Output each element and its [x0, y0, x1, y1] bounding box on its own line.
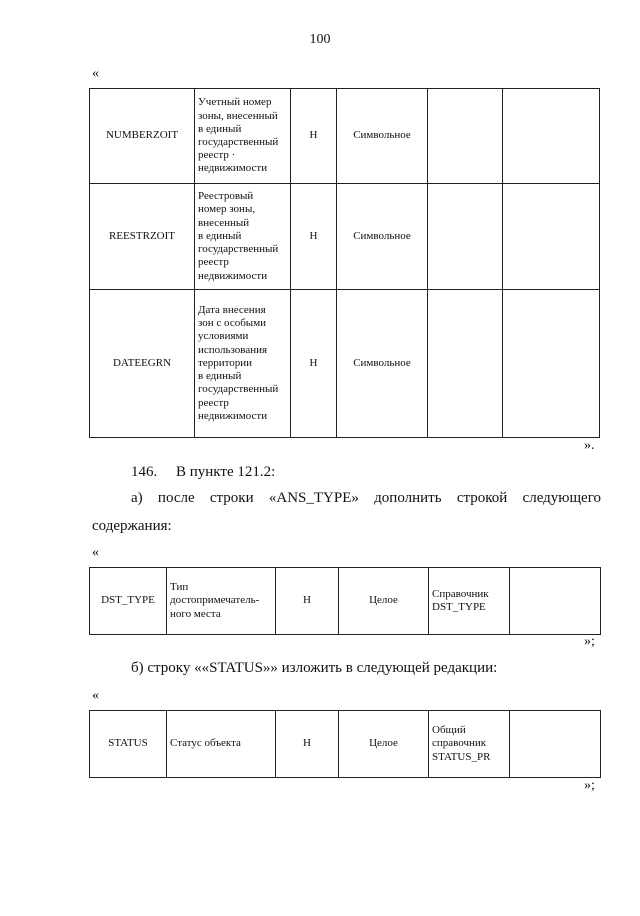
field-reference: Общий справочник STATUS_PR — [429, 711, 510, 778]
opening-quote-2: « — [92, 545, 99, 560]
opening-quote-1: « — [92, 66, 99, 81]
fields-table-1 — [89, 88, 600, 438]
empty-cell — [503, 290, 600, 438]
item-number: 146. — [131, 464, 158, 480]
empty-cell — [510, 711, 601, 778]
field-description: Дата внесения зон с особыми условиями использования территории в единый государственный реестр недвижимости — [195, 290, 291, 438]
field-type: Символьное — [337, 89, 428, 184]
field-reference: Справочник DST_TYPE — [429, 568, 510, 635]
field-description: Тип достопримечатель- ного места — [167, 568, 276, 635]
field-required: Н — [276, 711, 339, 778]
field-description: Реестровый номер зоны, внесенный в единый государственный реестр недвижимости — [195, 184, 291, 290]
opening-quote-3: « — [92, 688, 99, 703]
empty-cell — [428, 89, 503, 184]
field-required: Н — [276, 568, 339, 635]
field-name: DATEEGRN — [90, 290, 195, 438]
table-row — [90, 568, 601, 635]
item-heading: В пункте 121.2: — [176, 464, 276, 480]
field-required: Н — [291, 290, 337, 438]
field-description: Учетный номер зоны, внесенный в единый государственный реестр · недвижимости — [195, 89, 291, 184]
closing-quote-1: ». — [584, 438, 595, 453]
field-type: Символьное — [337, 290, 428, 438]
closing-quote-3: »; — [584, 778, 595, 793]
page-number: 100 — [309, 32, 331, 47]
field-description: Статус объекта — [167, 711, 276, 778]
paragraph-b: б) строку ««STATUS»» изложить в следующей редакции: — [131, 660, 498, 676]
table-row — [90, 184, 600, 290]
field-type: Символьное — [337, 184, 428, 290]
field-name: STATUS — [90, 711, 167, 778]
paragraph-a-line1: а) после строки «ANS_TYPE» дополнить строкой следующего — [131, 490, 601, 506]
field-name: REESTRZOIT — [90, 184, 195, 290]
field-required: Н — [291, 184, 337, 290]
table-row — [90, 290, 600, 438]
empty-cell — [510, 568, 601, 635]
field-name: NUMBERZOIT — [90, 89, 195, 184]
field-type: Целое — [339, 711, 429, 778]
table-row — [90, 89, 600, 184]
field-required: Н — [291, 89, 337, 184]
empty-cell — [428, 184, 503, 290]
fields-table-3 — [89, 710, 601, 778]
paragraph-a-line2: содержания: — [92, 518, 172, 534]
table-row — [90, 711, 601, 778]
empty-cell — [503, 184, 600, 290]
field-name: DST_TYPE — [90, 568, 167, 635]
empty-cell — [428, 290, 503, 438]
field-type: Целое — [339, 568, 429, 635]
closing-quote-2: »; — [584, 634, 595, 649]
empty-cell — [503, 89, 600, 184]
fields-table-2 — [89, 567, 601, 635]
